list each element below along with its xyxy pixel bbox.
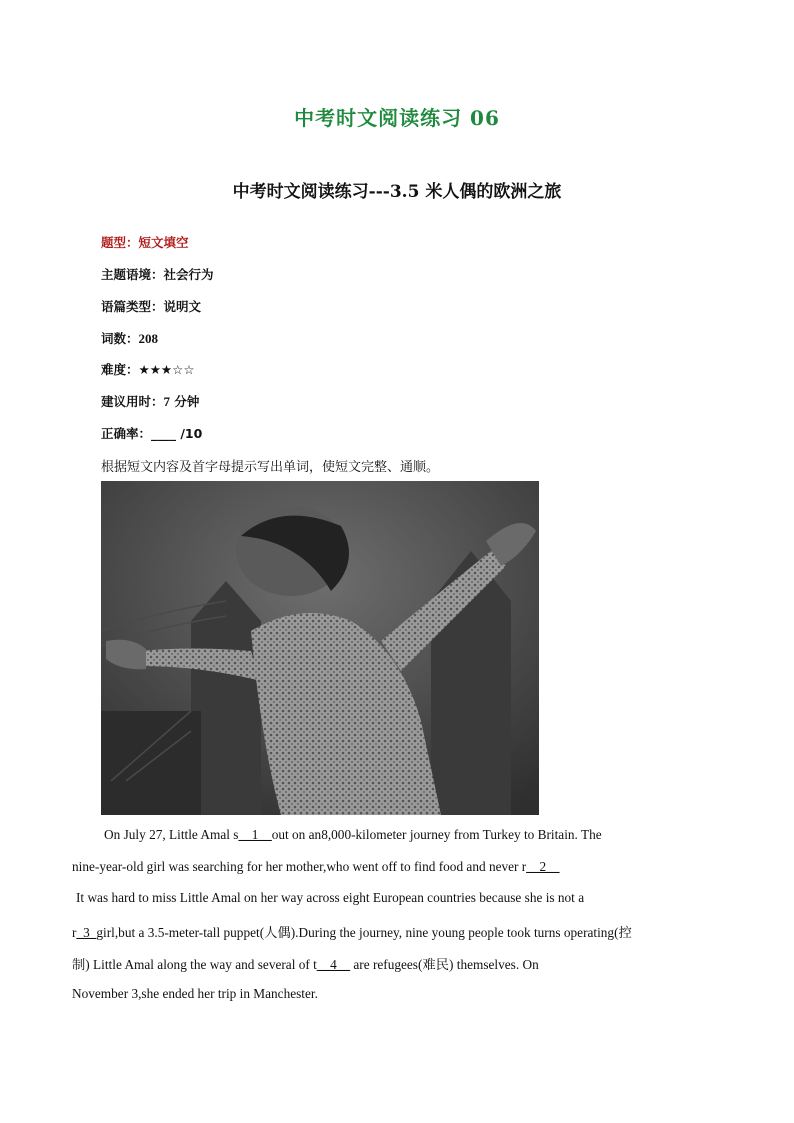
passage-line-1 [104,827,602,843]
time-label: 建议用时： [101,394,164,409]
passage-text: are refugees(难民) themselves. On [350,957,539,972]
passage-text: nine-year-old girl was searching for her mother,who went off to find food and never r [72,859,527,874]
article-title: 中考时文阅读练习---3.5 米人偶的欧洲之旅 [232,182,562,202]
passage-text: out on an8,000-kilometer journey from Turkey to Britain. The [271,827,602,842]
time-unit: 分钟 [170,394,200,409]
passage-line-2 [72,859,559,875]
accuracy-field: 正确率：____ /10 [101,426,203,441]
difficulty-rating: 难度：★★★☆☆ [101,362,195,377]
word-count-value: 208 [138,331,159,346]
passage-line-6: November 3,she ended her trip in Manchester. [72,986,318,1001]
page-title: 中考时文阅读练习 06 [294,106,500,130]
passage-line-5 [72,954,539,973]
passage-text: girl,but a 3.5-meter-tall puppet(人偶).During the journey, nine young people took turns operating(控 [96,925,632,940]
instruction-text: 根据短文内容及首字母提示写出单词，使短文完整、通顺。 [101,460,440,475]
passage-line-4 [72,922,632,941]
passage-text: On July 27, Little Amal s [104,827,239,842]
question-type: 题型：短文填空 [101,235,189,250]
word-count [101,329,158,347]
theme-context: 主题语境：社会行为 [101,267,214,282]
text-genre: 语篇类型：说明文 [101,299,202,314]
blank-2[interactable]: __2__ [526,859,560,874]
passage-line-3: It was hard to miss Little Amal on her way across eight European countries because she is not a [76,890,585,905]
word-count-label: 词数： [101,331,139,346]
passage-text: 制) Little Amal along the way and several of t [72,957,317,972]
blank-1[interactable]: __1__ [238,827,272,842]
passage-text: r [72,925,77,940]
blank-3[interactable]: _3_ [76,925,97,940]
suggested-time [101,392,199,410]
time-value: 7 [163,394,171,409]
puppet-photo [101,481,539,815]
blank-4[interactable]: __4__ [316,957,351,972]
